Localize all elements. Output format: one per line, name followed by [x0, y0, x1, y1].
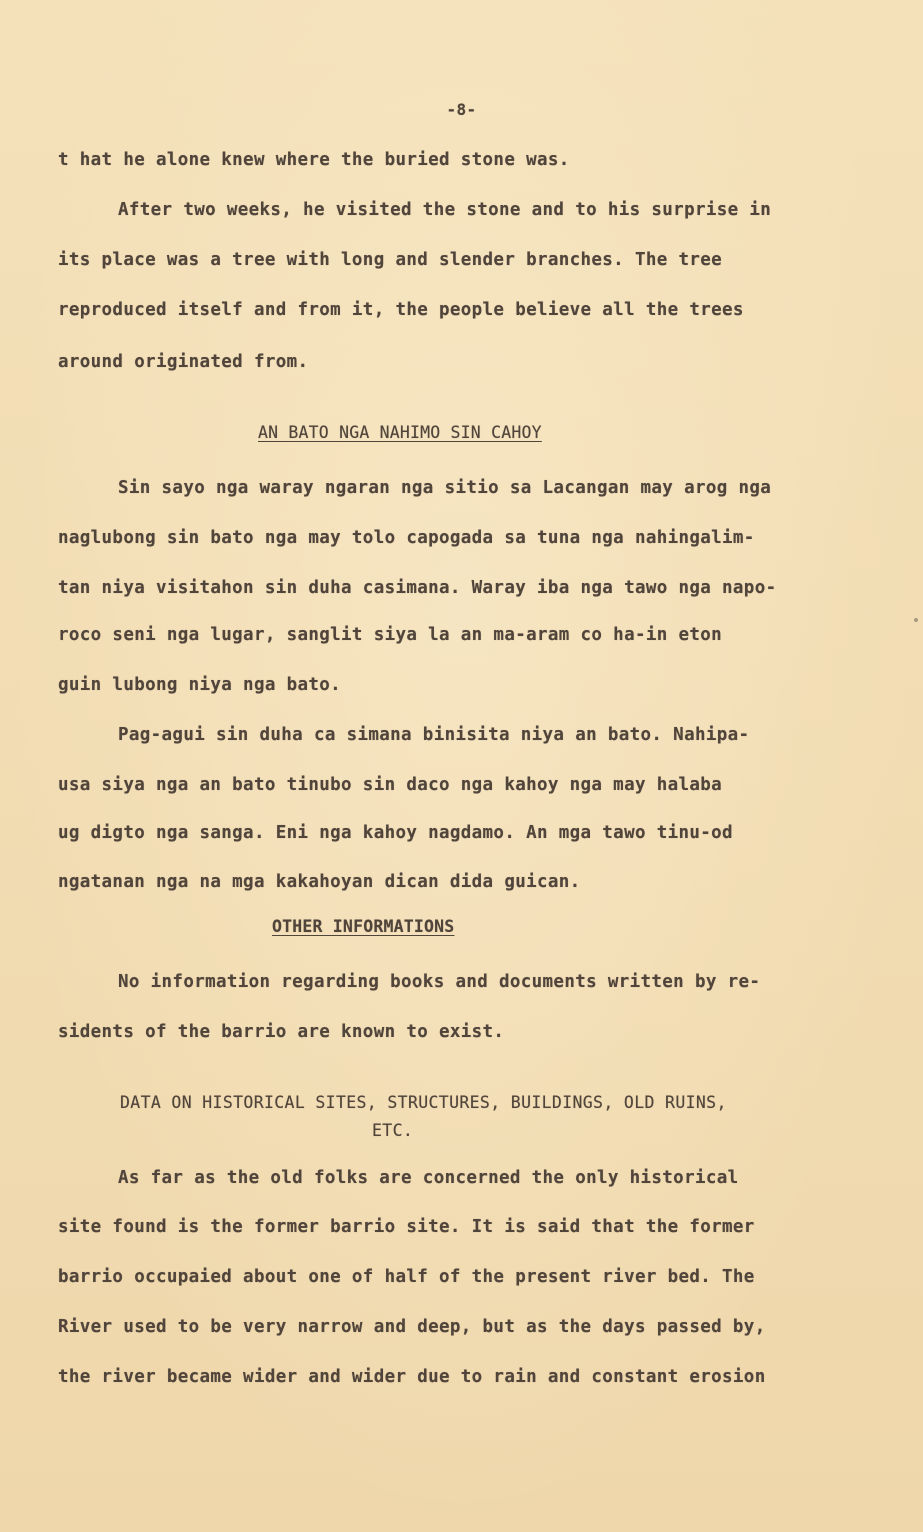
paragraph-3-line-3: ug digto nga sanga. Eni nga kahoy nagdamo. An mga tawo tinu-od: [58, 823, 733, 843]
legend-heading: AN BATO NGA NAHIMO SIN CAHOY: [258, 423, 542, 442]
paragraph-5-line-4: River used to be very narrow and deep, but as the days passed by,: [58, 1317, 766, 1337]
paragraph-3-line-1: Pag-agui sin duha ca simana binisita niya an bato. Nahipa-: [118, 725, 750, 745]
paragraph-4-line-1: No information regarding books and documents written by re-: [118, 972, 761, 992]
paragraph-1-line-4: reproduced itself and from it, the people believe all the trees: [58, 300, 744, 320]
paragraph-2-line-2: naglubong sin bato nga may tolo capogada sa tuna nga nahingalim-: [58, 528, 755, 548]
paragraph-5-line-1: As far as the old folks are concerned the only historical: [118, 1168, 739, 1188]
paragraph-5-line-5: the river became wider and wider due to rain and constant erosion: [58, 1367, 766, 1387]
paragraph-1-line-1: t hat he alone knew where the buried stone was.: [58, 150, 570, 170]
paragraph-2-line-4: roco seni nga lugar, sanglit siya la an ma-aram co ha-in eton: [58, 625, 723, 645]
paragraph-4-line-2: sidents of the barrio are known to exist.: [58, 1022, 505, 1042]
page-number: -8-: [446, 100, 477, 119]
paragraph-5-line-2: site found is the former barrio site. It is said that the former: [58, 1217, 755, 1237]
paragraph-1-line-2: After two weeks, he visited the stone and to his surprise in: [118, 200, 772, 220]
paper-speck: [914, 618, 918, 622]
paragraph-1-line-5: around originated from.: [58, 352, 309, 372]
historical-sites-heading-line-2: ETC.: [372, 1121, 414, 1140]
paragraph-5-line-3: barrio occupaied about one of half of the present river bed. The: [58, 1267, 755, 1287]
paragraph-3-line-2: usa siya nga an bato tinubo sin daco nga kahoy nga may halaba: [58, 775, 723, 795]
other-informations-heading: OTHER INFORMATIONS: [272, 917, 455, 936]
paragraph-3-line-4: ngatanan nga na mga kakahoyan dican dida guican.: [58, 872, 581, 892]
paragraph-2-line-1: Sin sayo nga waray ngaran nga sitio sa Lacangan may arog nga: [118, 478, 772, 498]
paragraph-1-line-3: its place was a tree with long and slender branches. The tree: [58, 250, 723, 270]
paragraph-2-line-5: guin lubong niya nga bato.: [58, 675, 342, 695]
paragraph-2-line-3: tan niya visitahon sin duha casimana. Waray iba nga tawo nga napo-: [58, 578, 777, 598]
historical-sites-heading-line-1: DATA ON HISTORICAL SITES, STRUCTURES, BUILDINGS, OLD RUINS,: [120, 1093, 727, 1112]
